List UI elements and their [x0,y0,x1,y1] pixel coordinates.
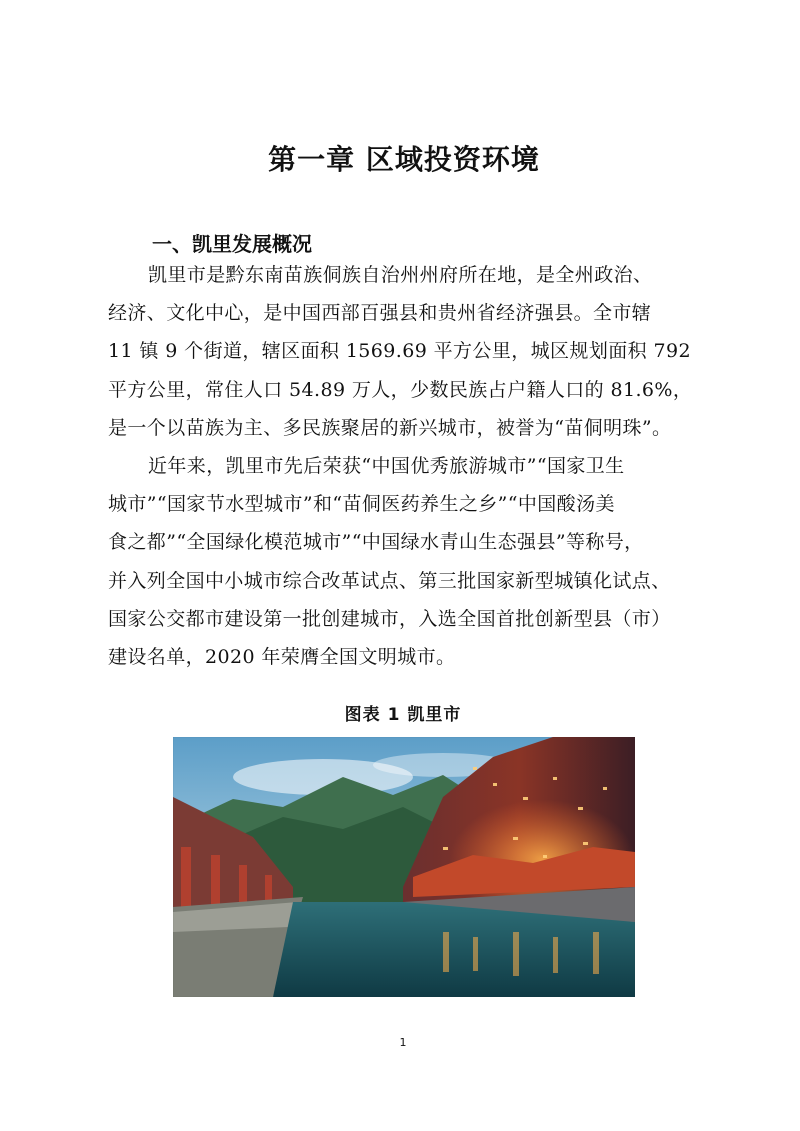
page-number: 1 [399,1036,407,1049]
paragraph-line: 是一个以苗族为主、多民族聚居的新兴城市，被誉为“苗侗明珠”。 [108,416,672,439]
chapter-title: 第一章 区域投资环境 [268,143,540,176]
paragraph-line: 凯里市是黔东南苗族侗族自治州州府所在地，是全州政治、 [148,264,653,286]
paragraph-line: 并入列全国中小城市综合改革试点、第三批国家新型城镇化试点、 [108,569,671,592]
paragraph-overview [108,256,706,447]
paragraph-line: 近年来，凯里市先后荣获“中国优秀旅游城市”“国家卫生 [148,455,625,477]
paragraph-line: 建设名单，2020 年荣膺全国文明城市。 [108,646,456,669]
paragraph-line: 国家公交都市建设第一批创建城市，入选全国首批创新型县（市） [108,607,671,630]
section-heading: 一、凯里发展概况 [152,232,312,256]
paragraph-line: 11 镇 9 个街道，辖区面积 1569.69 平方公里，城区规划面积 792 [108,340,691,363]
paragraph-honors [108,447,706,676]
kaili-photo [173,737,635,997]
paragraph-line: 经济、文化中心，是中国西部百强县和贵州省经济强县。全市辖 [108,302,652,325]
paragraph-line: 城市”“国家节水型城市”和“苗侗医药养生之乡”“中国酸汤美 [108,493,615,516]
paragraph-line: 平方公里，常住人口 54.89 万人，少数民族占户籍人口的 81.6%， [108,378,693,401]
figure-caption: 图表 1 凯里市 [344,705,462,725]
paragraph-line: 食之都”“全国绿化模范城市”“中国绿水青山生态强县”等称号， [108,531,644,554]
